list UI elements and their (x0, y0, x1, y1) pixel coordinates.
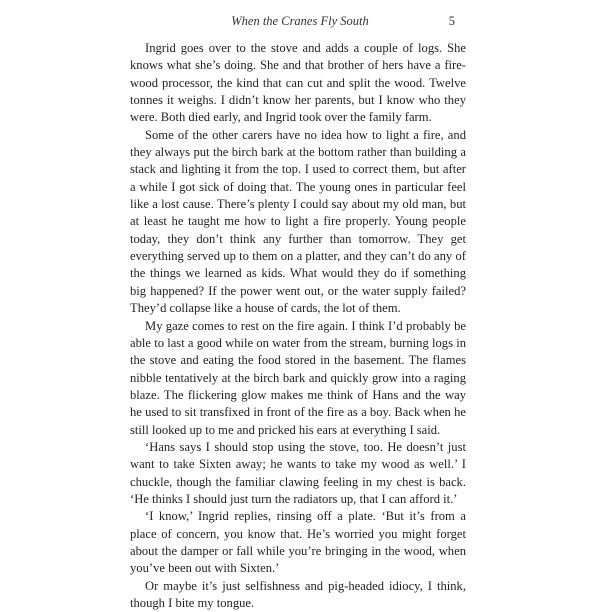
paragraph: ‘Hans says I should stop using the stove, too. He doesn’t just want to take Sixten away; he wants to take my wood as well.’ I chuckle, though the familiar clawing feeling in my chest is back. ‘He thinks I should just turn the radiators up, that I can afford it.’ (130, 439, 466, 506)
paragraph: Some of the other carers have no idea how to light a fire, and they always put the birch bark at the bottom rather than building a stack and lighting it from the top. I used to correct them, but after a while I got sick of doing that. The young ones in particular feel like a lost cause. There’s plenty I could say about my old man, but at least he taught me how to light a fire properly. Young people today, they don’t think any further than tomorrow. They get everything served up to them on a platter, and they can’t do any of the things we learned as kids. What would they do if something big happened? If the power went out, or the water supply failed? They’d collapse like a house of cards, the lot of them. (130, 127, 466, 316)
body-text (130, 40, 466, 612)
paragraph: ‘I know,’ Ingrid replies, rinsing off a plate. ‘But it’s from a place of concern, you know that. He’s worried you might forget about the damper or fall while you’re bringing in the wood, when you’ve been out with Sixten.’ (130, 509, 466, 576)
paragraph: Ingrid goes over to the stove and adds a couple of logs. She knows what she’s doing. She and that brother of hers have a firewood processor, the kind that can cut and split the wood. Twelve tonnes it weighs. I didn’t know her parents, but I know who they were. Both died early, and Ingrid took over the family farm. (130, 41, 466, 125)
paragraph: Or maybe it’s just selfishness and pig-headed idiocy, I think, though I bite my tongue. (130, 578, 466, 610)
paragraph: My gaze comes to rest on the fire again. I think I’d probably be able to last a good while on water from the stream, burning logs in the stove and eating the food stored in the basement. The flames nibble tentatively at the birch bark and quickly grow into a raging blaze. The flickering glow makes me think of Hans and the way he used to sit transfixed in front of the fire as a boy. Back when he still looked up to me and pricked his ears at everything I said. (130, 318, 466, 437)
page-number: 5 (448, 14, 455, 28)
running-title: When the Cranes Fly South (231, 14, 369, 28)
running-head (0, 12, 600, 30)
